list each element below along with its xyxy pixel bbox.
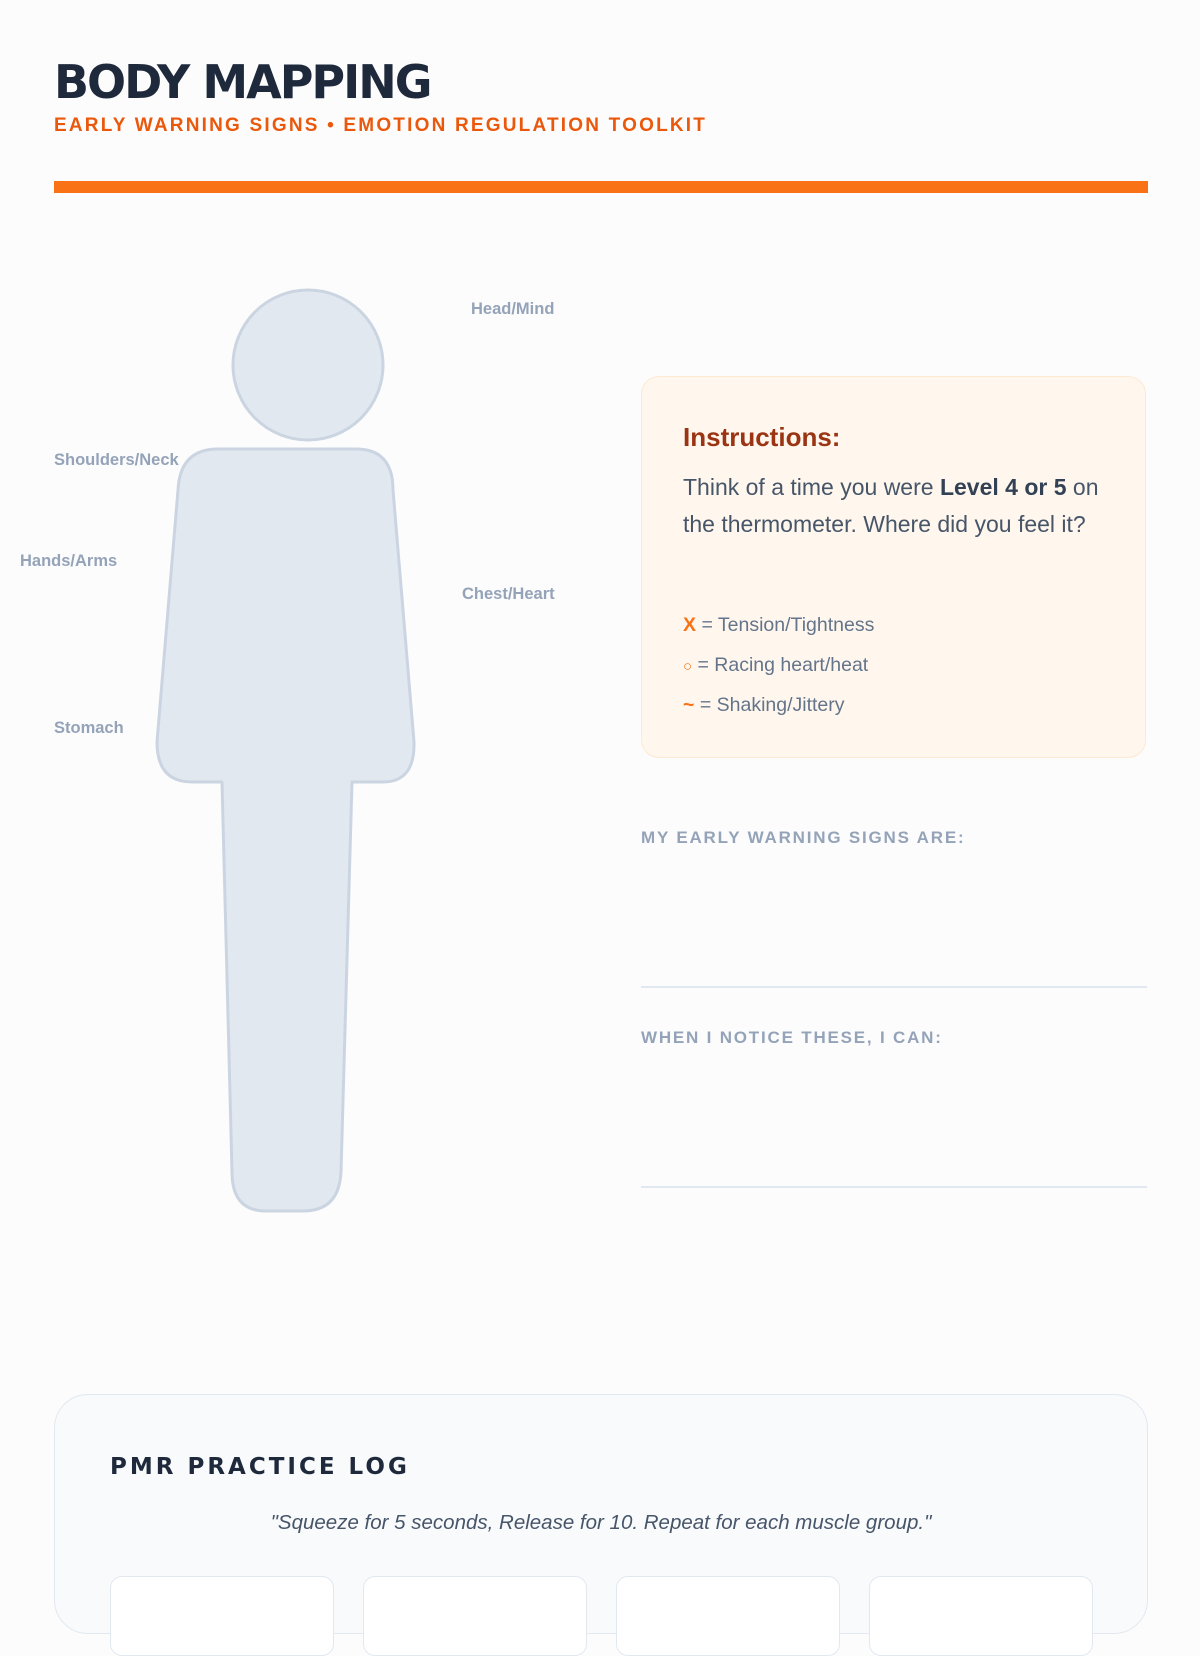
pmr-log-entry-box[interactable] [616, 1576, 840, 1656]
instructions-text [683, 469, 1123, 543]
pmr-instruction-quote: "Squeeze for 5 seconds, Release for 10. Repeat for each muscle group." [270, 1511, 932, 1534]
pmr-log-title: PMR PRACTICE LOG [110, 1454, 410, 1480]
instructions-card [641, 376, 1146, 758]
label-hands-arms: Hands/Arms [20, 552, 118, 570]
shaking-symbol: ~ [683, 694, 695, 716]
coping-actions-label: WHEN I NOTICE THESE, I CAN: [641, 1028, 943, 1047]
instructions-text-start: Think of a time you were [683, 474, 940, 500]
instructions-text-end: on the thermometer. Where did you feel it? [683, 474, 1099, 537]
legend-item-shaking [683, 694, 845, 717]
figure-head [233, 290, 383, 440]
label-stomach: Stomach [54, 719, 124, 737]
label-head-mind: Head/Mind [471, 300, 555, 318]
pmr-practice-log [54, 1394, 1148, 1634]
label-chest-heart: Chest/Heart [462, 585, 555, 603]
instructions-level-emphasis: Level 4 or 5 [939, 474, 1067, 500]
page-subtitle: EARLY WARNING SIGNS • EMOTION REGULATION TOOLKIT [54, 115, 708, 136]
legend-label: = Shaking/Jittery [699, 694, 845, 716]
legend-label: = Racing heart/heat [697, 654, 869, 676]
figure-torso-and-legs [157, 449, 414, 1211]
warning-signs-label: MY EARLY WARNING SIGNS ARE: [641, 828, 966, 847]
warning-signs-write-line[interactable] [641, 986, 1147, 988]
pmr-log-entry-box[interactable] [110, 1576, 334, 1656]
tension-symbol: X [683, 614, 697, 636]
pmr-log-entry-box[interactable] [869, 1576, 1093, 1656]
coping-actions-write-line[interactable] [641, 1186, 1147, 1188]
legend-item-tension [683, 614, 874, 637]
legend-label: = Tension/Tightness [701, 614, 875, 636]
legend-item-racing-heart [683, 654, 868, 677]
racing-heart-symbol: ○ [683, 658, 693, 675]
pmr-log-entry-box[interactable] [363, 1576, 587, 1656]
body-outline-figure[interactable] [0, 0, 640, 1240]
instructions-title: Instructions: [683, 422, 841, 452]
page-title: BODY MAPPING [54, 55, 431, 109]
label-shoulders-neck: Shoulders/Neck [54, 451, 179, 469]
